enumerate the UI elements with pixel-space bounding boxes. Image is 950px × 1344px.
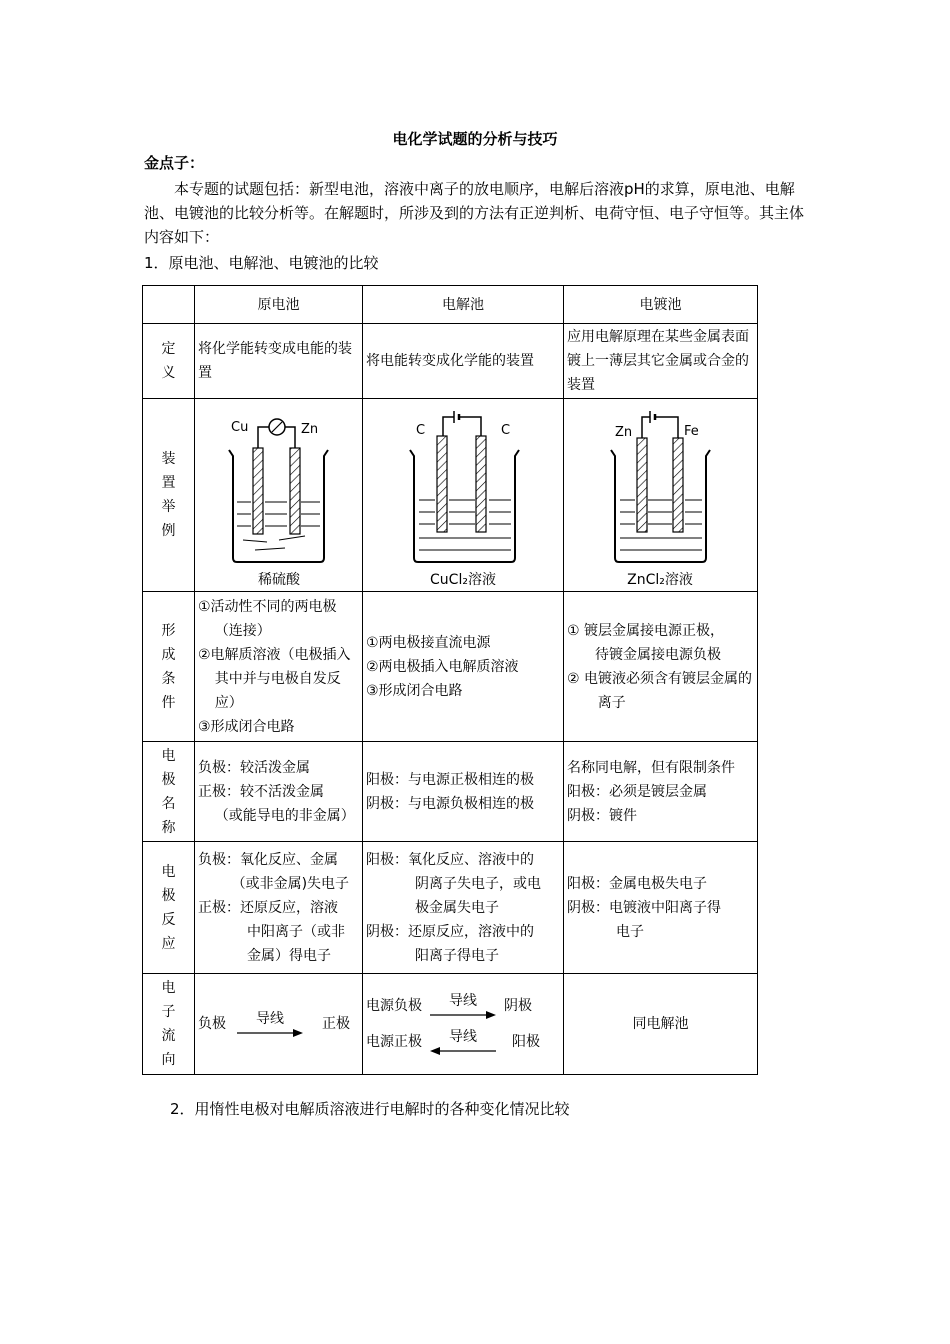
condition-line: ②电解质溶液（电极插入其中并与电极自发反应） (198, 646, 351, 711)
arrow-right-icon (235, 1028, 305, 1038)
heading-comparison: 1．原电池、电解池、电镀池的比较 (144, 254, 379, 272)
section-label: 金点子： (144, 154, 205, 172)
beaker (229, 450, 328, 562)
reaction-line: 阴离子失电子，或电 (415, 875, 541, 892)
arrow-left-icon (428, 1046, 498, 1056)
condition-line: （连接） (214, 622, 271, 639)
row-label-apparatus: 装置举例 (143, 399, 195, 592)
apparatus-galvanic (195, 399, 363, 592)
reaction-line: 负极：氧化反应、金属 (198, 851, 338, 868)
flow-electrolytic (363, 974, 564, 1075)
electrode-right (673, 438, 683, 532)
reaction-line: 电子 (616, 923, 644, 940)
flow-to: 正极 (322, 1016, 350, 1032)
reaction-line: 阴极：电镀液中阳离子得 (567, 899, 721, 916)
solution-caption: CuCl₂溶液 (430, 571, 496, 588)
condition-line: ①两电极接直流电源 (366, 634, 491, 651)
electrode-left (637, 438, 647, 532)
beaker (410, 450, 519, 562)
definition-galvanic: 将化学能转变成电能的装置 (195, 324, 363, 399)
reaction-line: 正极：还原反应，溶液 (198, 899, 338, 916)
flow-to: 阴极 (504, 998, 532, 1014)
electrode-label-left: Cu (231, 419, 249, 435)
heading-inert-electrolysis: 2．用惰性电极对电解质溶液进行电解时的各种变化情况比较 (170, 1100, 570, 1118)
corner-cell (143, 286, 195, 324)
col-header-electroplating: 电镀池 (564, 286, 758, 324)
definition-electrolytic: 将电能转变成化学能的装置 (363, 324, 564, 399)
electrode-names-galvanic (195, 742, 363, 842)
galvanic-cell-diagram (195, 400, 363, 591)
reaction-line: （或非金属)失电子 (231, 875, 350, 892)
electrode-label-right: Zn (301, 421, 319, 437)
name-line: 阳极：必须是镀层金属 (567, 783, 707, 800)
reaction-line: 阳极：氧化反应、溶液中的 (366, 851, 534, 868)
row-apparatus (143, 399, 758, 592)
electrode-label-right: C (501, 422, 511, 438)
solution-caption: 稀硫酸 (258, 571, 300, 588)
reactions-galvanic (195, 842, 363, 974)
condition-line: 待镀金属接电源负极 (595, 646, 721, 663)
condition-line: ① 镀层金属接电源正极， (567, 622, 725, 639)
flow-galvanic (195, 974, 363, 1075)
row-label-definition: 定义 (143, 324, 195, 399)
electrode-names-electroplating (564, 742, 758, 842)
flow-from: 负极 (198, 1016, 226, 1032)
electrode-left (253, 448, 263, 534)
row-electrode-names (143, 742, 758, 842)
reaction-line: 阴极：还原反应，溶液中的 (366, 923, 534, 940)
flow-line (366, 1028, 560, 1056)
condition-line: ③形成闭合电路 (366, 682, 463, 699)
apparatus-electroplating (564, 399, 758, 592)
solution (419, 500, 511, 550)
wire (443, 417, 454, 436)
reactions-electrolytic (363, 842, 564, 974)
flow-to: 阳极 (512, 1034, 540, 1050)
flow-from: 电源负极 (366, 998, 422, 1014)
name-line: 阴极：镀件 (567, 807, 637, 824)
reaction-line: 极金属失电子 (415, 899, 499, 916)
document-title: 电化学试题的分析与技巧 (392, 130, 558, 148)
electrode-names-electrolytic (363, 742, 564, 842)
flow-from: 电源正极 (366, 1034, 422, 1050)
intro-paragraph: 本专题的试题包括：新型电池，溶液中离子的放电顺序，电解后溶液pH的求算，原电池、电解池、电镀池的比较分析等。在解题时，所涉及到的方法有正逆判析、电荷守恒、电子守恒等。其主体内容如下： (144, 180, 805, 246)
name-line: 负极：较活泼金属 (198, 759, 310, 776)
col-header-electrolytic: 电解池 (363, 286, 564, 324)
reaction-line: 金属）得电子 (247, 947, 331, 964)
definition-electroplating: 应用电解原理在某些金属表面镀上一薄层其它金属或合金的装置 (564, 324, 758, 399)
name-line: 阳极：与电源正极相连的极 (366, 771, 534, 788)
electrode-label-right: Fe (684, 423, 699, 439)
condition-line: ② 电镀液必须含有镀层金属的离子 (567, 670, 753, 711)
row-conditions (143, 592, 758, 742)
condition-line: ③形成闭合电路 (198, 718, 295, 735)
solution (620, 500, 702, 550)
row-definition (143, 324, 758, 399)
name-line: 阴极：与电源负极相连的极 (366, 795, 534, 812)
row-label-conditions: 形成条件 (143, 592, 195, 742)
arrow-right-icon (428, 1010, 498, 1020)
electrode-label-left: Zn (615, 424, 633, 440)
solution (237, 502, 320, 550)
flow-line (366, 992, 560, 1020)
condition-line: ②两电极插入电解质溶液 (366, 658, 519, 675)
electrode-right (290, 448, 300, 534)
name-line: （或能导电的非金属） (214, 807, 355, 824)
apparatus-electrolytic (363, 399, 564, 592)
reaction-line: 中阳离子（或非 (247, 923, 345, 940)
row-label-electrode-names: 电极名称 (143, 742, 195, 842)
flow-electroplating: 同电解池 (564, 974, 758, 1075)
row-label-electron-flow: 电子流向 (143, 974, 195, 1075)
condition-line: ①活动性不同的两电极 (198, 598, 337, 615)
electrode-left (437, 436, 447, 532)
wire-label: 导线 (256, 1011, 284, 1027)
wire-label: 导线 (449, 993, 477, 1009)
row-electron-flow (143, 974, 758, 1075)
flow-line (198, 1010, 359, 1038)
wire (258, 427, 269, 448)
col-header-galvanic: 原电池 (195, 286, 363, 324)
name-line: 名称同电解，但有限制条件 (567, 759, 735, 776)
wire (642, 417, 650, 438)
reactions-electroplating (564, 842, 758, 974)
table-header-row (143, 286, 758, 324)
electrode-right (476, 436, 486, 532)
conditions-electroplating (564, 592, 758, 742)
reaction-line: 阳离子得电子 (415, 947, 499, 964)
electrolytic-cell-diagram (363, 400, 564, 591)
conditions-galvanic (195, 592, 363, 742)
conditions-electrolytic (363, 592, 564, 742)
reaction-line: 阳极：金属电极失电子 (567, 875, 707, 892)
comparison-table (142, 285, 758, 1075)
beaker (611, 450, 710, 562)
wire-label: 导线 (449, 1029, 477, 1045)
row-label-reactions: 电极反应 (143, 842, 195, 974)
name-line: 正极：较不活泼金属 (198, 783, 324, 800)
row-reactions (143, 842, 758, 974)
electrode-label-left: C (416, 422, 426, 438)
electroplating-cell-diagram (564, 400, 758, 591)
solution-caption: ZnCl₂溶液 (627, 571, 693, 588)
